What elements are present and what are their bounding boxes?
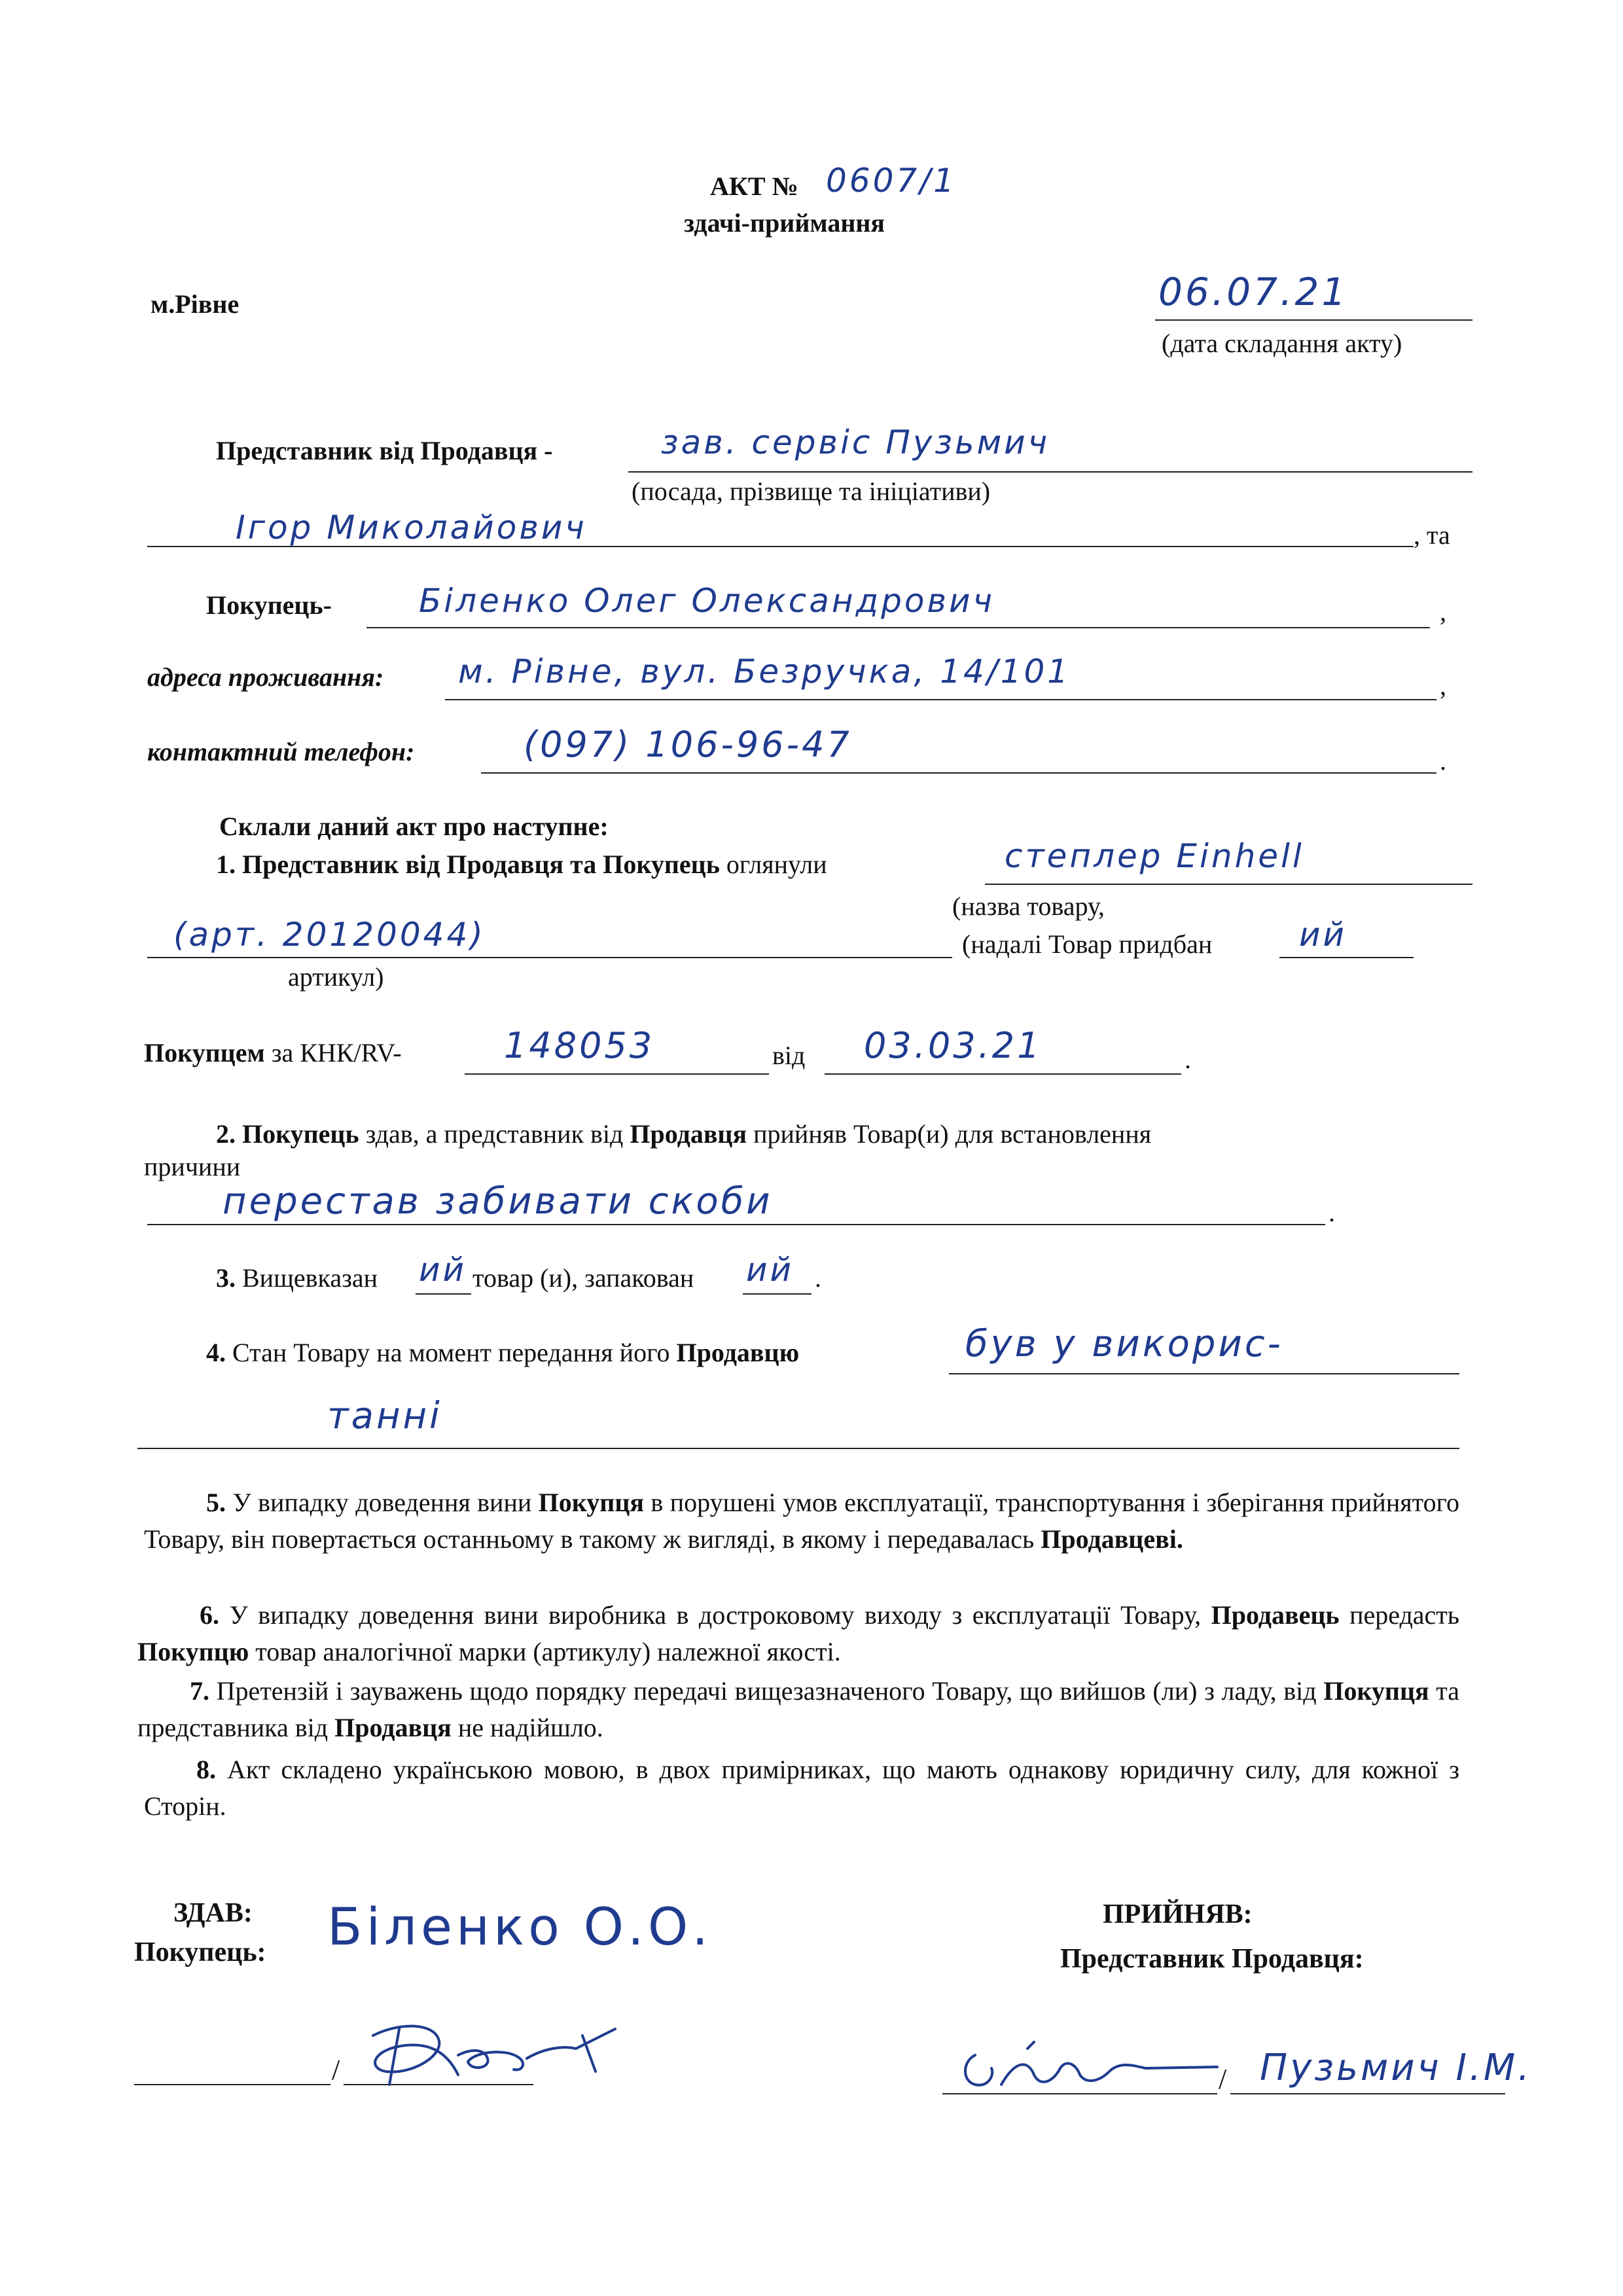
buyer-name-suffix: , xyxy=(1440,597,1446,626)
clause4-bold: Продавцю xyxy=(676,1338,800,1367)
seller-rep-suffix: , та xyxy=(1414,520,1450,550)
phone-suffix: . xyxy=(1440,746,1446,776)
buyer-name: Бiленко Олег Олександрович xyxy=(419,582,995,620)
clause4-number: 4. xyxy=(206,1338,226,1367)
receipt-number: 148053 xyxy=(504,1025,655,1066)
receipt-period: . xyxy=(1185,1045,1191,1074)
buyer-sign-line-left xyxy=(134,2084,330,2085)
article-line xyxy=(147,957,952,958)
clause7-bold-buyer: Покупця xyxy=(1323,1676,1429,1706)
article-caption: артикул) xyxy=(288,962,384,992)
clause6-text2: передасть xyxy=(1349,1600,1460,1630)
clause7-text1: Претензій і зауважень щодо порядку передачі вищезазначеного Товару, що вийшов (ли) з ладу, від xyxy=(216,1676,1317,1706)
buyer-sign-slash: / xyxy=(332,2054,340,2086)
phone-value: (097) 106-96-47 xyxy=(524,724,852,765)
product-state-line1: був у викорис- xyxy=(965,1323,1283,1365)
buyer-signature xyxy=(360,2009,635,2094)
act-subtitle: здачі-приймання xyxy=(684,208,885,238)
receipt-date-line xyxy=(825,1073,1181,1075)
clause3-line2 xyxy=(743,1293,812,1295)
date-caption: (дата складання акту) xyxy=(1162,329,1402,358)
receipt-label-bold: Покупцем xyxy=(144,1038,265,1067)
product-caption: (назва товару, xyxy=(952,891,1105,921)
clause7 xyxy=(137,1673,1459,1746)
seller-signature xyxy=(955,2036,1230,2094)
seller-rep-line2 xyxy=(147,546,1414,547)
seller-printed-name: Пузьмич І.М. xyxy=(1260,2047,1532,2089)
product-state-line2: танні xyxy=(327,1395,442,1437)
seller-rep-position-surname: зав. сервіс Пузьмич xyxy=(661,423,1050,461)
receipt-number-line xyxy=(465,1073,769,1075)
clause2-line xyxy=(216,1119,1151,1149)
seller-rep-line1 xyxy=(628,471,1472,473)
seller-rep-label: Представник від Продавця - xyxy=(216,436,553,465)
reason-line xyxy=(147,1224,1325,1225)
clause7-number: 7. xyxy=(190,1676,209,1706)
city: м.Рівне xyxy=(151,289,240,319)
clause7-text2: та представника від xyxy=(137,1676,1460,1742)
buyer-name-line xyxy=(366,627,1430,628)
clause2-reason: перестав забивати скоби xyxy=(223,1180,773,1223)
seller-sign-slash: / xyxy=(1219,2063,1227,2095)
clause1-bold: Представник від Продавця та Покупець xyxy=(242,850,720,879)
clause7-text3: не надійшло. xyxy=(457,1713,603,1742)
clause6-text1: У випадку доведення вини виробника в достроковому виходу з експлуатації Товару, xyxy=(229,1600,1202,1630)
address-line xyxy=(445,699,1436,700)
clause6 xyxy=(137,1597,1459,1670)
section-intro: Склали даний акт про наступне: xyxy=(219,812,609,841)
handed-over-title: ЗДАВ: xyxy=(173,1898,253,1928)
clause2-text2: прийняв Товар(и) для встановлення xyxy=(753,1119,1152,1149)
clause3-text1: Вищевказан xyxy=(242,1263,378,1293)
clause7-bold-seller: Продавця xyxy=(334,1713,452,1742)
receipt-date: 03.03.21 xyxy=(864,1025,1043,1066)
state-line2 xyxy=(137,1448,1459,1449)
seller-rep-name: Ігор Миколайович xyxy=(236,509,587,547)
buyer-printed-name: Біленко О.О. xyxy=(327,1898,713,1957)
clause6-text3: товар аналогічної марки (артикулу) належної якості. xyxy=(255,1637,841,1666)
clause3-number: 3. xyxy=(216,1263,236,1293)
accepted-role: Представник Продавця: xyxy=(1060,1944,1364,1974)
clause4-text: Стан Товару на момент передання його xyxy=(232,1338,670,1367)
seller-sign-line-right xyxy=(1230,2093,1505,2094)
act-title xyxy=(710,171,798,202)
address-suffix: , xyxy=(1440,671,1446,700)
clause2-bold-seller: Продавця xyxy=(630,1119,747,1149)
clause8 xyxy=(144,1751,1459,1825)
clause5-bold2: Продавцеві. xyxy=(1041,1524,1183,1554)
clause6-number: 6. xyxy=(200,1600,219,1630)
clause3-line xyxy=(216,1263,378,1293)
buyer-label: Покупець- xyxy=(206,590,332,620)
clause2-reason-label: причини xyxy=(144,1152,241,1181)
clause3-end: . xyxy=(815,1263,821,1293)
clause3-value2: ий xyxy=(746,1251,794,1289)
clause1-number: 1. xyxy=(216,850,236,879)
clause6-bold-seller: Продавець xyxy=(1211,1600,1340,1630)
clause3-text2: товар (и), запакован xyxy=(473,1263,694,1293)
clause6-bold-buyer: Покупцю xyxy=(137,1637,249,1666)
address-label: адреса проживання: xyxy=(147,662,384,692)
clause5-bold: Покупця xyxy=(538,1488,644,1517)
act-label: АКТ № xyxy=(710,171,798,201)
bought-line xyxy=(1279,957,1414,958)
clause5-text1: У випадку доведення вини xyxy=(232,1488,532,1517)
clause4-line xyxy=(206,1338,799,1368)
seller-rep-caption: (посада, прізвище та ініціативи) xyxy=(632,476,991,506)
state-line1 xyxy=(949,1373,1459,1374)
clause2-number: 2. xyxy=(216,1119,236,1149)
clause5 xyxy=(144,1484,1459,1558)
clause5-text2: в порушені умов експлуатації, транспортування і зберігання прийнятого Товару, він повертається останньому в такому ж вигляді, в якому і передавалась xyxy=(144,1488,1459,1554)
product-line xyxy=(985,884,1472,885)
clause1-line xyxy=(216,850,827,880)
clause8-number: 8. xyxy=(196,1755,216,1784)
product-article: (арт. 20120044) xyxy=(173,916,486,954)
act-number: 0607/1 xyxy=(826,162,957,200)
accepted-title: ПРИЙНЯВ: xyxy=(1103,1899,1253,1929)
address-value: м. Рівне, вул. Безручка, 14/101 xyxy=(458,653,1071,691)
handed-over-role: Покупець: xyxy=(134,1937,266,1967)
bought-value: ий xyxy=(1299,916,1347,954)
clause3-line1 xyxy=(416,1293,471,1295)
clause8-text: Акт складено українською мовою, в двох примірниках, що мають однакову юридичну силу, для кожної з Сторін. xyxy=(144,1755,1460,1821)
date-line xyxy=(1155,319,1472,321)
receipt-label xyxy=(144,1038,402,1068)
product-name: степлер Einhell xyxy=(1005,837,1304,875)
bought-text: (надалі Товар придбан xyxy=(962,929,1213,959)
receipt-label-text: за КНК/RV- xyxy=(271,1038,402,1067)
clause3-value1: ий xyxy=(419,1251,467,1289)
phone-line xyxy=(481,772,1436,774)
clause5-number: 5. xyxy=(206,1488,226,1517)
phone-label: контактний телефон: xyxy=(147,737,415,766)
clause1-text: оглянули xyxy=(726,850,827,879)
clause2-bold-buyer: Покупець xyxy=(242,1119,359,1149)
reason-period: . xyxy=(1329,1198,1335,1227)
act-date: 06.07.21 xyxy=(1158,270,1349,314)
clause2-text1: здав, а представник від xyxy=(365,1119,624,1149)
receipt-from-label: від xyxy=(772,1041,806,1070)
